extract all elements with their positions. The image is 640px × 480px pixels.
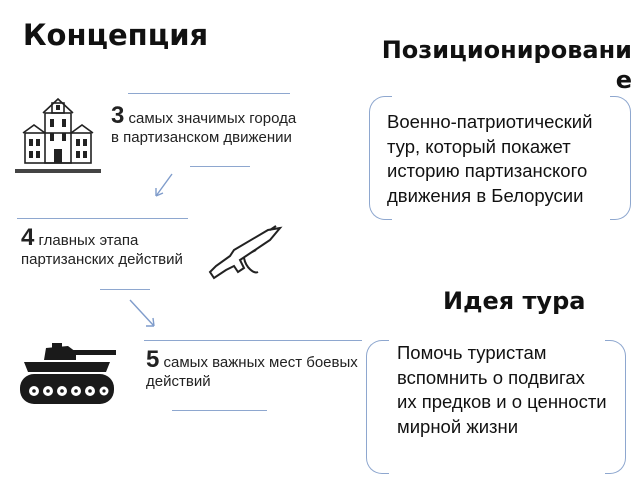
fact-3-bottom-rule [172,410,267,411]
fact-2-bottom-rule [100,289,150,290]
concept-heading: Концепция [22,18,209,52]
fact-1-top-rule [128,93,290,94]
fact-2-number: 4 [21,224,35,251]
rifle-icon [204,222,284,288]
fact-3-label: самых важных мест боевых действий [146,354,358,390]
fact-3-number: 5 [146,346,160,373]
arrow-2-icon [126,296,160,332]
fact-3-top-rule [144,340,362,341]
idea-text: Помочь туристам вспомнить о подвигах их предков и о ценности мирной жизни [397,342,607,437]
fact-1-bottom-rule [190,166,250,167]
arrow-1-icon [150,170,180,200]
fact-1-label: самых значимых города в партизанском движении [111,110,297,146]
fact-2-top-rule [17,218,188,219]
fact-1-text [111,102,297,147]
idea-bracket-left [366,340,389,474]
fact-2-label: главных этапа партизанских действий [21,232,183,268]
idea-bracket-right [605,340,626,474]
positioning-heading: Позиционирование [381,36,632,94]
fact-2-text [21,224,193,269]
idea-heading: Идея тура [443,287,586,315]
fact-3-text [146,346,368,391]
fact-1-number: 3 [111,102,125,129]
tank-icon [16,340,120,408]
town-hall-icon [15,95,101,175]
positioning-text: Военно-патриотический тур, который покажет историю партизанского движения в Белорусии [387,111,593,206]
